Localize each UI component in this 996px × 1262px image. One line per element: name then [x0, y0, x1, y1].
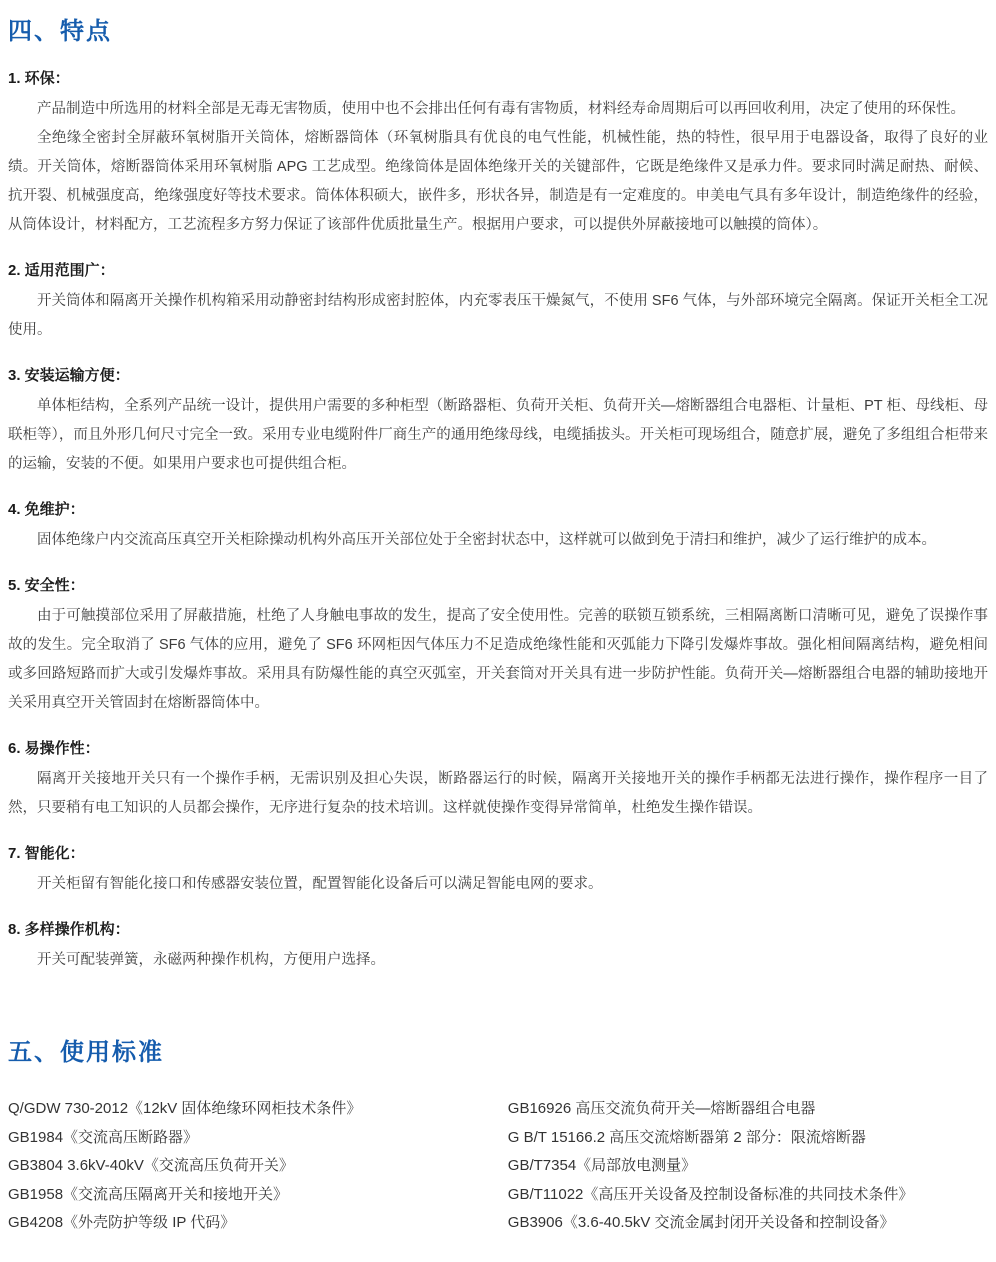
- standards-column-left: [8, 1095, 508, 1238]
- standard-item: GB1958《交流高压隔离开关和接地开关》: [8, 1185, 289, 1203]
- feature-label: 8. 多样操作机构：: [8, 921, 130, 938]
- standards-column-right: [508, 1095, 988, 1238]
- feature-paragraph: 隔离开关接地开关只有一个操作手柄，无需识别及担心失误，断路器运行的时候，隔离开关接地开关的操作手柄都无法进行操作，操作程序一目了然，只要稍有电工知识的人员都会操作，无序进行复杂的技术培训。这样就使操作变得异常简单，杜绝发生操作错误。: [8, 771, 988, 816]
- feature-paragraph: 单体柜结构，全系列产品统一设计，提供用户需要的多种柜型（断路器柜、负荷开关柜、负荷开关—熔断器组合电器柜、计量柜、PT 柜、母线柜、母联柜等），而且外形几何尺寸完全一致。采用专业电缆附件厂商生产的通用绝缘母线，电缆插拔头。开关柜可现场组合，随意扩展，避免了多组组合柜带来的运输，安装的不便。如果用户要求也可提供组合柜。: [8, 398, 988, 472]
- feature-paragraph: 开关可配装弹簧，永磁两种操作机构，方便用户选择。: [37, 952, 385, 968]
- feature-label: 3. 安装运输方便：: [8, 367, 130, 384]
- feature-item-environment: [8, 69, 988, 240]
- feature-paragraph: 产品制造中所选用的材料全部是无毒无害物质，使用中也不会排出任何有毒有害物质，材料经寿命周期后可以再回收利用，决定了使用的环保性。: [37, 101, 965, 117]
- feature-paragraph: 由于可触摸部位采用了屏蔽措施，杜绝了人身触电事故的发生，提高了安全使用性。完善的联锁互锁系统，三相隔离断口清晰可见，避免了误操作事故的发生。完全取消了 SF6 气体的应用，避免了 SF6 环网柜因气体压力不足造成绝缘性能和灭弧能力下降引发爆炸事故。强化相间隔离结构，避免相间或多回路短路而扩大或引发爆炸事故。采用具有防爆性能的真空灭弧室，开关套筒对开关具有进一步防护性能。负荷开关—熔断器组合电器的辅助接地开关采用真空开关管固封在熔断器筒体中。: [8, 608, 988, 711]
- feature-paragraph: 固体绝缘户内交流高压真空开关柜除操动机构外高压开关部位处于全密封状态中，这样就可以做到免于清扫和维护，减少了运行维护的成本。: [37, 532, 936, 548]
- feature-paragraph: 全绝缘全密封全屏蔽环氧树脂开关筒体，熔断器筒体（环氧树脂具有优良的电气性能，机械性能，热的特性，很早用于电器设备，取得了良好的业绩。开关筒体，熔断器筒体采用环氧树脂 APG 工艺成型。绝缘筒体是固体绝缘开关的关键部件，它既是绝缘件又是承力件。要求同时满足耐热、耐候、抗开裂、机械强度高，绝缘强度好等技术要求。筒体体积硕大，嵌件多，形状各异，制造是有一定难度的。申美电气具有多年设计，制造绝缘件的经验，从筒体设计，材料配方，工艺流程多方努力保证了该部件优质批量生产。根据用户要求，可以提供外屏蔽接地可以触摸的筒体）。: [8, 130, 988, 233]
- standard-item: GB3804 3.6kV-40kV《交流高压负荷开关》: [8, 1157, 294, 1174]
- feature-label: 7. 智能化：: [8, 845, 85, 862]
- feature-item-easy-operation: [8, 739, 988, 823]
- feature-item-operating-mechanisms: [8, 920, 988, 975]
- feature-item-easy-transport: [8, 366, 988, 479]
- standard-item: GB/T7354《局部放电测量》: [507, 1157, 697, 1174]
- standard-item: GB/T11022《高压开关设备及控制设备标准的共同技术条件》: [507, 1185, 914, 1203]
- standard-item: GB4208《外壳防护等级 IP 代码》: [8, 1214, 236, 1231]
- section-heading-standards: 五、使用标准: [8, 1039, 164, 1066]
- standard-item: GB16926 高压交流负荷开关—熔断器组合电器: [507, 1100, 816, 1117]
- standards-list: [8, 1095, 988, 1238]
- features-section: [8, 69, 988, 975]
- section-heading-features: 四、特点: [8, 18, 112, 45]
- standard-item: GB1984《交流高压断路器》: [8, 1128, 199, 1146]
- standard-item: G B/T 15166.2 高压交流熔断器第 2 部分：限流熔断器: [507, 1128, 866, 1146]
- feature-paragraph: 开关筒体和隔离开关操作机构箱采用动静密封结构形成密封腔体，内充零表压干燥氮气，不使用 SF6 气体，与外部环境完全隔离。保证开关柜全工况使用。: [8, 293, 988, 338]
- feature-label: 2. 适用范围广：: [8, 262, 115, 279]
- standards-section: [8, 1037, 988, 1238]
- feature-label: 1. 环保：: [8, 70, 70, 87]
- feature-label: 4. 免维护：: [8, 501, 85, 518]
- feature-item-safety: [8, 576, 988, 718]
- feature-item-intelligent: [8, 844, 988, 899]
- feature-item-wide-application: [8, 261, 988, 345]
- feature-item-maintenance-free: [8, 500, 988, 555]
- feature-label: 6. 易操作性：: [8, 740, 100, 757]
- standard-item: Q/GDW 730-2012《12kV 固体绝缘环网柜技术条件》: [8, 1100, 362, 1117]
- feature-paragraph: 开关柜留有智能化接口和传感器安装位置，配置智能化设备后可以满足智能电网的要求。: [37, 876, 603, 892]
- standard-item: GB3906《3.6-40.5kV 交流金属封闭开关设备和控制设备》: [507, 1214, 895, 1231]
- feature-label: 5. 安全性：: [8, 577, 85, 594]
